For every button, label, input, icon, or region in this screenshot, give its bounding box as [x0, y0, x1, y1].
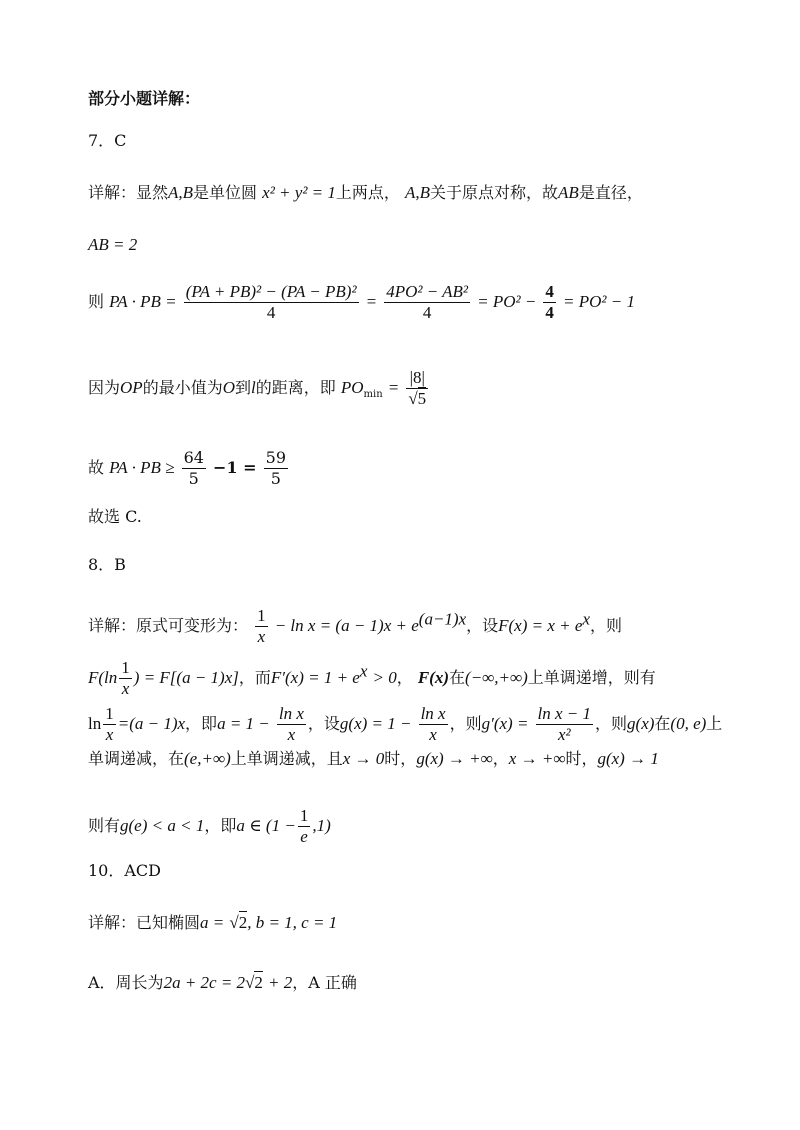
q7-line-1	[88, 182, 643, 204]
q8-math: (−∞,+∞)	[465, 668, 528, 687]
fraction-denominator: x	[429, 725, 437, 744]
q8-math: g′(x) =	[481, 714, 529, 733]
q7-subscript: min	[363, 389, 383, 401]
sqrt-radicand: 2	[254, 973, 263, 992]
q7-fraction	[264, 448, 288, 489]
q7-math: l	[251, 378, 256, 397]
q10-text: ，A 正确	[292, 973, 357, 992]
q7-math: −1 =	[213, 458, 257, 477]
q7-text: 则	[88, 292, 105, 311]
q8-math: F(ln	[88, 668, 118, 687]
q10-line-1	[88, 912, 337, 934]
q10-line-a	[88, 972, 357, 994]
q8-math: (0, e)	[670, 714, 707, 733]
q8-math: g(x)	[627, 714, 655, 733]
q8-text: 时，	[384, 749, 417, 768]
fraction-denominator: 5	[188, 469, 199, 488]
q7-math: =	[365, 292, 378, 311]
q8-math: =(a − 1)x	[117, 714, 186, 733]
fraction-numerator: 4PO² − AB²	[386, 282, 469, 301]
q8-text: ，	[396, 668, 413, 687]
q8-math: > 0	[372, 668, 397, 687]
q7-text: 的最小值为	[142, 378, 223, 397]
q8-text: ，则	[589, 616, 622, 635]
q8-math: F(x) = x + e	[498, 616, 583, 635]
q8-text: ，	[492, 749, 509, 768]
q8-math: g(x) → +∞	[416, 749, 493, 768]
q7-math: AB	[558, 183, 579, 202]
q10-math: , b = 1, c = 1	[247, 913, 338, 932]
q8-fraction	[103, 704, 116, 745]
fraction-numerator: 1	[257, 606, 266, 625]
q8-math: (e,+∞)	[184, 749, 231, 768]
q8-text: 在	[654, 714, 671, 733]
q7-text: 是直径，	[578, 183, 643, 202]
q7-math: PO	[340, 378, 364, 397]
q7-math: O	[222, 378, 235, 397]
q7-line-2: AB = 2	[88, 235, 138, 254]
q8-text: 在	[449, 668, 466, 687]
q8-line-4	[88, 748, 659, 770]
q8-line-3	[88, 704, 722, 745]
q7-line-6: 故选 C.	[88, 507, 142, 526]
q7-number: 7．C	[88, 131, 127, 150]
q7-text: 的距离，即	[255, 378, 336, 397]
fraction-numerator: 1	[299, 806, 309, 825]
fraction-denominator: x	[287, 725, 296, 744]
fraction-numerator: ln x	[278, 704, 304, 723]
q8-fraction	[277, 704, 306, 745]
q7-text: 详解：显然	[88, 183, 169, 202]
sqrt-radicand: 5	[417, 389, 427, 408]
q7-math: A,B	[405, 183, 431, 202]
q8-text: 时，	[565, 749, 598, 768]
q10-math: a =	[200, 913, 225, 932]
q8-math: ,1)	[312, 816, 331, 835]
q7-text: 因为	[88, 378, 121, 397]
q8-line-2	[88, 658, 656, 699]
q7-math: = PO² −	[477, 292, 537, 311]
q7-math: A,B	[168, 183, 194, 202]
q8-text: 详解：原式可变形为：	[88, 616, 249, 635]
q8-math: g(x) = 1 −	[339, 714, 412, 733]
fraction-denominator	[406, 389, 428, 409]
q8-fraction	[536, 704, 594, 745]
fraction-numerator: (PA + PB)² − (PA − PB)²	[185, 282, 357, 301]
q10-math: 2a + 2c = 2	[163, 973, 246, 992]
q8-text: ，即	[204, 816, 237, 835]
q8-fraction	[119, 658, 132, 699]
q10-sqrt	[245, 971, 263, 992]
q8-math: F(x)	[417, 668, 450, 687]
q8-math: x → 0	[342, 749, 385, 768]
q10-math: + 2	[268, 973, 293, 992]
q7-line-4	[88, 368, 430, 409]
q8-math: − ln x = (a − 1)x + e	[274, 616, 419, 635]
q10-number: 10．ACD	[88, 861, 161, 880]
fraction-numerator: ln x	[420, 704, 446, 723]
q8-superscript: x	[359, 661, 368, 681]
q10-sqrt	[229, 911, 247, 932]
q8-fraction	[419, 704, 448, 745]
q7-text: 上两点，	[335, 183, 400, 202]
q7-math: =	[387, 378, 400, 397]
fraction-denominator: 4	[422, 303, 432, 322]
fraction-denominator: x	[121, 679, 130, 698]
q7-math: OP	[120, 378, 143, 397]
q7-text: 故	[88, 458, 105, 477]
q8-fraction	[255, 606, 268, 647]
q8-math: a ∈ (1 −	[236, 816, 296, 835]
q8-math: a = 1 −	[217, 714, 270, 733]
q8-superscript: x	[582, 609, 590, 629]
q8-math: x → +∞	[508, 749, 566, 768]
q7-fraction	[184, 282, 359, 323]
q7-math: PA · PB ≥	[109, 458, 175, 477]
sqrt-radicand: 2	[238, 913, 248, 932]
fraction-numerator: 1	[105, 704, 114, 723]
q7-fraction	[182, 448, 206, 489]
q8-text: ，则	[595, 714, 628, 733]
section-heading: 部分小题详解：	[88, 89, 201, 108]
q8-math: ln	[88, 714, 102, 733]
fraction-denominator: x²	[557, 725, 571, 744]
fraction-numerator: 59	[265, 448, 286, 467]
q7-line-3	[88, 282, 635, 323]
q7-math: PA · PB =	[109, 292, 177, 311]
q10-text: 详解：已知椭圆	[88, 913, 201, 932]
q8-fraction	[298, 806, 311, 847]
q7-fraction	[543, 282, 556, 323]
q10-text: A．周长为	[88, 973, 164, 992]
fraction-denominator: 5	[270, 469, 281, 488]
q8-text: 上单调递减，且	[230, 749, 343, 768]
q8-math: ) = F[(a − 1)x]	[133, 668, 239, 687]
fraction-numerator: 1	[121, 658, 130, 677]
q8-line-5	[88, 806, 331, 847]
q8-text: ，而	[238, 668, 271, 687]
q7-text: 到	[234, 378, 251, 397]
q7-text: 是单位圆	[193, 183, 258, 202]
q8-number: 8．B	[88, 555, 126, 574]
fraction-numerator: 64	[183, 448, 204, 467]
q8-text: 则有	[88, 816, 121, 835]
q8-math: g(x) → 1	[597, 749, 659, 768]
fraction-numerator: |8|	[406, 368, 428, 389]
q8-text: ，即	[185, 714, 218, 733]
fraction-denominator: x	[257, 627, 266, 646]
q7-fraction	[406, 368, 428, 409]
q8-text: 上	[706, 714, 723, 733]
q8-text: ，设	[307, 714, 340, 733]
q7-math: x² + y² = 1	[262, 183, 336, 202]
q7-math: = PO² − 1	[563, 292, 635, 311]
q7-text: 关于原点对称，故	[430, 183, 559, 202]
fraction-denominator: x	[105, 725, 114, 744]
fraction-denominator: 4	[545, 303, 554, 322]
q8-line-1	[88, 606, 622, 647]
fraction-denominator: e	[300, 827, 308, 846]
q8-math: g(e) < a < 1	[120, 816, 205, 835]
q8-text: ，设	[466, 616, 499, 635]
q7-fraction	[384, 282, 470, 323]
q8-text: ，则	[449, 714, 482, 733]
q8-superscript: (a−1)x	[418, 609, 467, 629]
fraction-numerator: ln x − 1	[537, 704, 592, 723]
q7-line-5	[88, 448, 290, 489]
fraction-denominator: 4	[266, 303, 276, 322]
q8-text: 上单调递增，则有	[527, 668, 656, 687]
q8-math: F′(x) = 1 + e	[270, 668, 360, 687]
fraction-numerator: 4	[545, 282, 554, 301]
q8-text: 单调递减，在	[88, 749, 185, 768]
